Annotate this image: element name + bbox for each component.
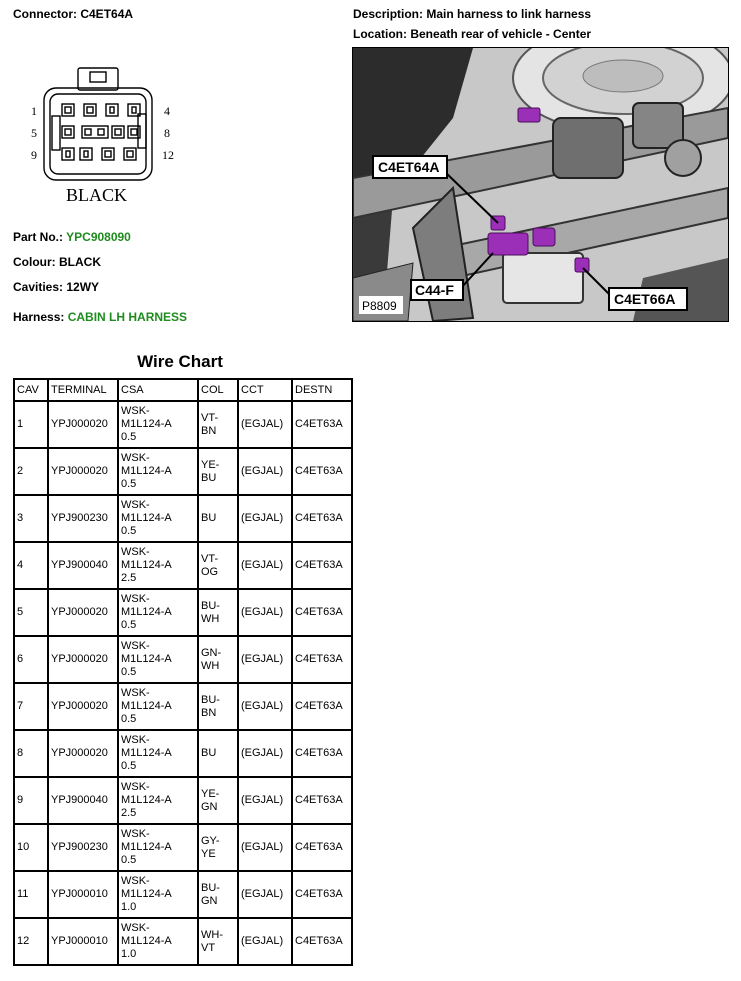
location-value: Beneath rear of vehicle - Center [410,27,592,41]
cell-destn: C4ET63A [292,777,352,824]
table-row [14,448,352,495]
diagram-color-text: BLACK [66,185,128,205]
part-no-line [13,230,131,244]
connector-label: Connector: [13,7,77,21]
cell-csa: WSK- M1L124-A 0.5 [118,448,198,495]
cavities-line [13,280,99,294]
cell-csa: WSK- M1L124-A 2.5 [118,777,198,824]
wire-chart-header-row [14,379,352,401]
table-row [14,683,352,730]
cell-terminal: YPJ900040 [48,542,118,589]
cell-terminal: YPJ000020 [48,730,118,777]
callout-right: C4ET66A [614,291,676,307]
cell-col: YE- BU [198,448,238,495]
table-row [14,636,352,683]
cell-cav: 12 [14,918,48,965]
cell-cav: 7 [14,683,48,730]
cell-csa: WSK- M1L124-A 2.5 [118,542,198,589]
location-label: Location: [353,27,407,41]
cell-terminal: YPJ900040 [48,777,118,824]
cell-terminal: YPJ000020 [48,683,118,730]
cell-destn: C4ET63A [292,542,352,589]
pin-label-9: 9 [31,148,37,162]
wire-chart-table [13,378,353,966]
figure-id: P8809 [362,299,397,313]
cell-cct: (EGJAL) [238,495,292,542]
cell-cav: 9 [14,777,48,824]
cell-csa: WSK- M1L124-A 1.0 [118,871,198,918]
part-no-label: Part No.: [13,230,64,244]
cell-destn: C4ET63A [292,683,352,730]
harness-line [13,310,187,324]
header-terminal: TERMINAL [48,379,118,401]
header-cct: CCT [238,379,292,401]
cell-col: BU- BN [198,683,238,730]
cavities-label: Cavities: [13,280,64,294]
cell-cct: (EGJAL) [238,542,292,589]
cell-terminal: YPJ000020 [48,636,118,683]
cell-destn: C4ET63A [292,871,352,918]
cell-csa: WSK- M1L124-A 0.5 [118,824,198,871]
cell-cct: (EGJAL) [238,401,292,448]
table-row [14,824,352,871]
location-photo [352,47,729,322]
cell-col: WH- VT [198,918,238,965]
cell-col: VT- BN [198,401,238,448]
cell-destn: C4ET63A [292,589,352,636]
harness-label: Harness: [13,310,65,324]
colour-label: Colour: [13,255,56,269]
connector-line [13,7,133,21]
cell-cct: (EGJAL) [238,777,292,824]
header-cav: CAV [14,379,48,401]
table-row [14,542,352,589]
cell-destn: C4ET63A [292,636,352,683]
cell-destn: C4ET63A [292,918,352,965]
cell-cav: 5 [14,589,48,636]
cell-csa: WSK- M1L124-A 0.5 [118,683,198,730]
cell-destn: C4ET63A [292,495,352,542]
cell-cct: (EGJAL) [238,871,292,918]
harness-value: CABIN LH HARNESS [67,310,188,324]
cell-cav: 3 [14,495,48,542]
cell-col: YE- GN [198,777,238,824]
cell-terminal: YPJ000010 [48,918,118,965]
cell-csa: WSK- M1L124-A 0.5 [118,495,198,542]
header-destn: DESTN [292,379,352,401]
cell-csa: WSK- M1L124-A 0.5 [118,589,198,636]
description-line [353,7,591,21]
cell-cct: (EGJAL) [238,918,292,965]
cell-cct: (EGJAL) [238,683,292,730]
colour-line [13,255,101,269]
cavities-value: 12WY [66,280,100,294]
connector-value: C4ET64A [80,7,134,21]
pin-label-8: 8 [164,126,170,140]
cell-col: VT- OG [198,542,238,589]
pin-label-5: 5 [31,126,37,140]
header-col: COL [198,379,238,401]
cell-csa: WSK- M1L124-A 0.5 [118,401,198,448]
table-row [14,495,352,542]
cell-col: GY- YE [198,824,238,871]
cell-terminal: YPJ000020 [48,401,118,448]
cell-cct: (EGJAL) [238,636,292,683]
cell-destn: C4ET63A [292,824,352,871]
cell-csa: WSK- M1L124-A 0.5 [118,730,198,777]
colour-value: BLACK [59,255,101,269]
cell-cav: 2 [14,448,48,495]
cell-csa: WSK- M1L124-A 0.5 [118,636,198,683]
cell-terminal: YPJ000020 [48,589,118,636]
location-photo-svg [353,48,728,321]
cell-terminal: YPJ900230 [48,824,118,871]
table-row [14,871,352,918]
pin-label-4: 4 [164,104,170,118]
description-value: Main harness to link harness [426,7,592,21]
location-line [353,27,591,41]
table-row [14,401,352,448]
callout-main: C4ET64A [378,159,440,175]
cell-cav: 11 [14,871,48,918]
cell-cct: (EGJAL) [238,824,292,871]
cell-col: BU- WH [198,589,238,636]
cell-cav: 8 [14,730,48,777]
pin-label-1: 1 [31,104,37,118]
table-row [14,777,352,824]
connector-face-diagram [28,64,188,214]
cell-csa: WSK- M1L124-A 1.0 [118,918,198,965]
cell-cct: (EGJAL) [238,730,292,777]
pin-label-12: 12 [162,148,174,162]
table-row [14,589,352,636]
cell-cav: 4 [14,542,48,589]
part-no-value: YPC908090 [66,230,131,244]
cell-terminal: YPJ000010 [48,871,118,918]
callout-left: C44-F [415,282,454,298]
cell-col: BU [198,495,238,542]
cell-col: GN- WH [198,636,238,683]
description-label: Description: [353,7,424,21]
cell-cct: (EGJAL) [238,448,292,495]
cell-destn: C4ET63A [292,448,352,495]
cell-col: BU- GN [198,871,238,918]
cell-cav: 6 [14,636,48,683]
cell-cav: 10 [14,824,48,871]
header-csa: CSA [118,379,198,401]
cell-col: BU [198,730,238,777]
cell-destn: C4ET63A [292,401,352,448]
connector-face-svg [28,64,188,214]
wire-chart-title: Wire Chart [137,352,223,371]
wire-chart-body [14,401,352,965]
cell-terminal: YPJ000020 [48,448,118,495]
cell-cct: (EGJAL) [238,589,292,636]
table-row [14,730,352,777]
cell-cav: 1 [14,401,48,448]
cell-terminal: YPJ900230 [48,495,118,542]
cell-destn: C4ET63A [292,730,352,777]
table-row [14,918,352,965]
